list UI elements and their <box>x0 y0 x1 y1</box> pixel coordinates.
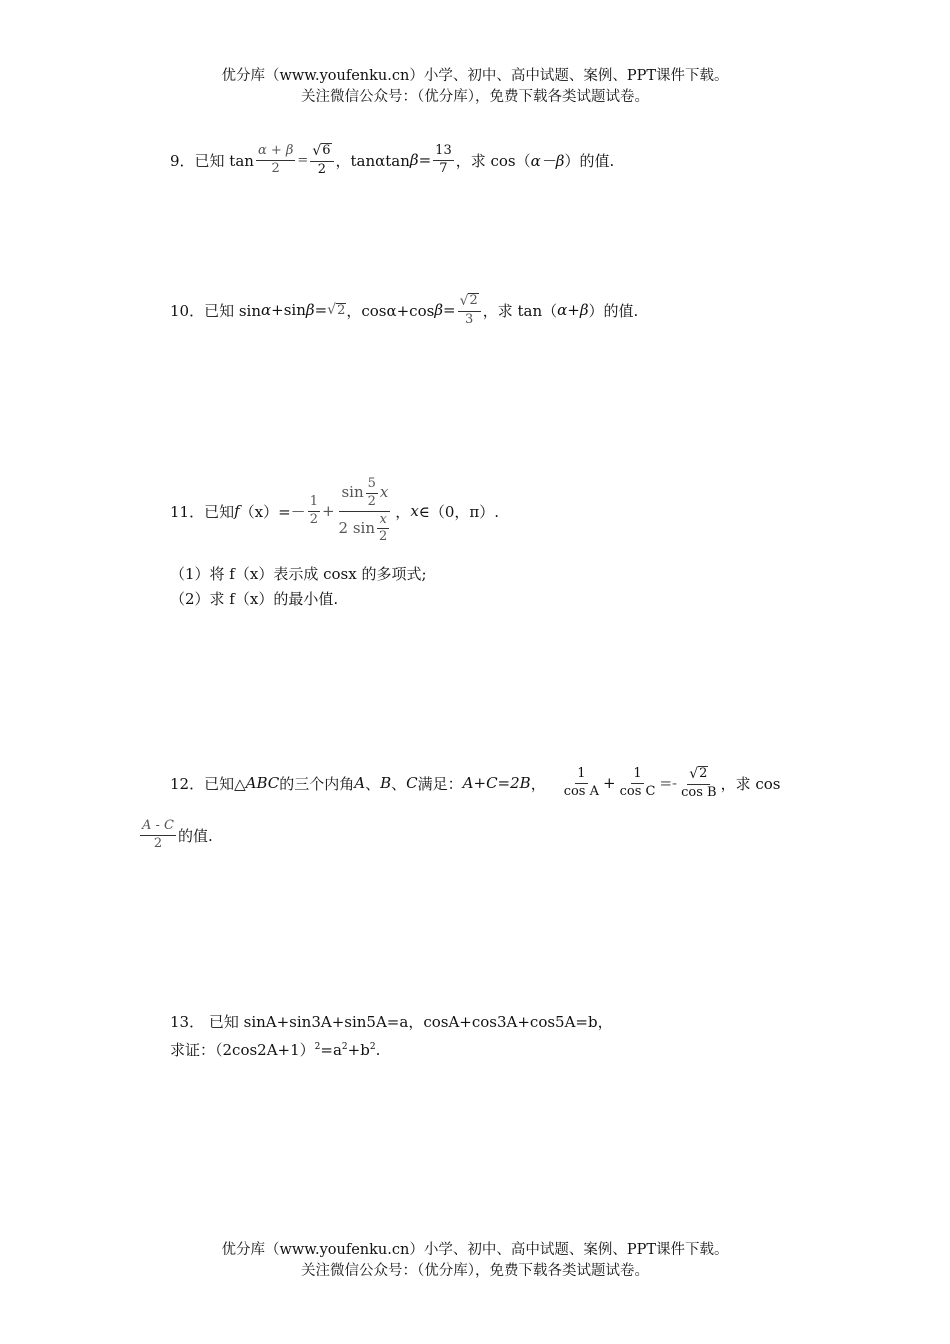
q13-line-1: 13． 已知 sinA+sin3A+sin5A=a，cosA+cos3A+cos5A=b， <box>170 1013 613 1031</box>
q9-lead: 9．已知 tan <box>170 151 254 170</box>
q9-fraction-sqrt6: √ 6 2 <box>310 143 333 178</box>
q11-parts <box>170 562 427 612</box>
q11-fraction-half: $\frac{1}{2}$ <box>309 493 318 527</box>
q11-part-2: （2）求 f（x）的最小值. <box>170 590 339 608</box>
page-header <box>0 66 950 108</box>
q12-continued: $\frac{A - C}{2}$ 的值. <box>142 817 213 851</box>
question-9: 9．已知 tan $\frac{\alpha + \beta}{2}$ = √ 6 2 ，tanαtan β = $\frac{13}{7}$ ，求 cos（ α－β ）的值. <box>170 142 615 177</box>
header-line-2: 关注微信公众号：（优分库），免费下载各类试题试卷。 <box>301 89 649 105</box>
q13-line-2: 求证：$(2\cos 2A+1)^2=a^2+b^2$. <box>170 1041 381 1059</box>
question-11: 11．已知 f （x）=－ $\frac{1}{2}$ + sin $\frac{5}{2}$ x 2 sin $\frac{x}{2}$ ， x ∈（0，π）. <box>170 475 500 545</box>
q12-fraction-cosB: √ 2 cos B <box>681 765 717 800</box>
page-footer <box>0 1240 950 1282</box>
q11-part-1: （1）将 f（x）表示成 cosx 的多项式; <box>170 565 427 583</box>
footer-line-2: 关注微信公众号：（优分库），免费下载各类试题试卷。 <box>301 1263 649 1279</box>
q9-fraction-13-7: $\frac{13}{7}$ <box>435 142 452 176</box>
q10-sqrt-2: √ 2 <box>327 302 346 318</box>
q12-fraction-cosA: $\frac{1}{\text{cos A}}$ <box>563 765 600 799</box>
question-12: 12．已知△ ABC 的三个内角 A 、 B 、 C 满足： A+C=2B ， $\frac{1}{\text{cos A}}$ + $\frac{1}{\text{cos C}}$ =- √ 2 cos B ，求 cos <box>170 765 781 800</box>
q12-fraction-cosC: $\frac{1}{\text{cos C}}$ <box>619 765 656 799</box>
q9-fraction-alpha-beta: $\frac{\alpha + \beta}{2}$ <box>257 142 294 176</box>
q11-fraction-main: sin $\frac{5}{2}$ x 2 sin $\frac{x}{2}$ <box>338 475 389 545</box>
question-10: 10．已知 sin α +sin β = √ 2 ，cosα+cos β = √ 2 3 ，求 tan（ α+β ）的值. <box>170 292 639 327</box>
q12-fraction-A-C: $\frac{A - C}{2}$ <box>142 817 174 851</box>
footer-line-1: 优分库（www.youfenku.cn）小学、初中、高中试题、案例、PPT课件下载。 <box>221 1242 729 1258</box>
q10-fraction-sqrt2-3: √ 2 3 <box>458 293 481 328</box>
header-line-1: 优分库（www.youfenku.cn）小学、初中、高中试题、案例、PPT课件下载。 <box>221 68 729 84</box>
question-13 <box>170 1010 613 1063</box>
